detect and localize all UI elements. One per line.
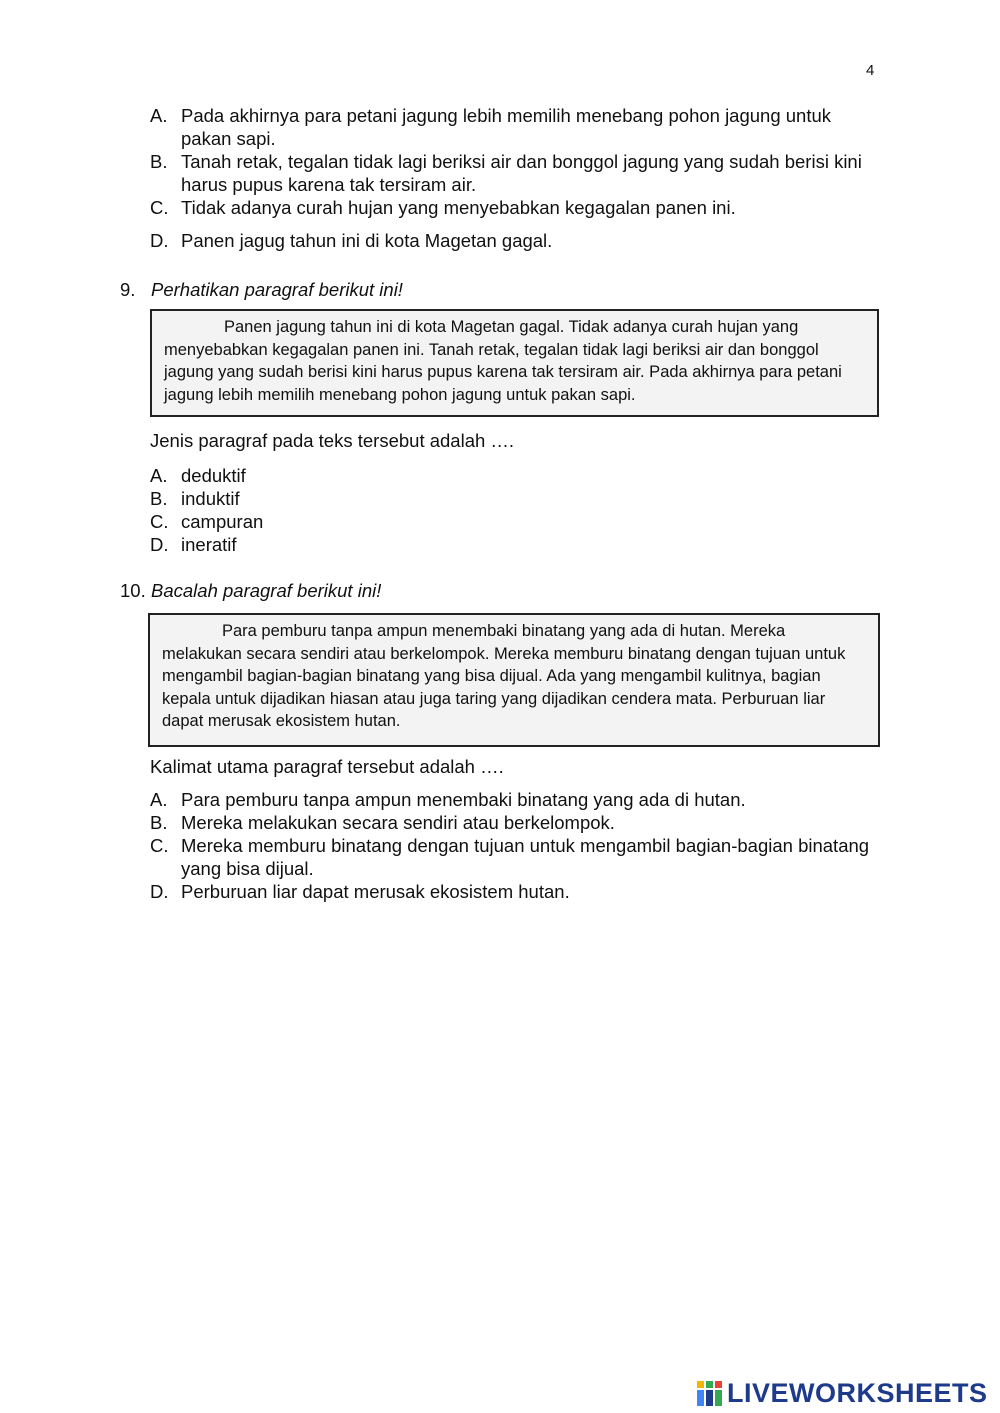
q10-option-b[interactable]: [150, 811, 870, 834]
option-text: Tanah retak, tegalan tidak lagi beriksi air dan bonggol jagung yang sudah berisi kini harus pupus karena tak tersiram air.: [181, 151, 862, 195]
option-text: ineratif: [181, 534, 237, 555]
page-number: 4: [866, 62, 875, 79]
option-letter: A.: [150, 105, 168, 126]
q9-option-d[interactable]: [150, 533, 870, 556]
option-letter: B.: [150, 151, 168, 172]
q9-option-b[interactable]: [150, 487, 870, 510]
option-text: Para pemburu tanpa ampun menembaki binatang yang ada di hutan.: [181, 789, 746, 810]
q9-question: Jenis paragraf pada teks tersebut adalah ….: [150, 430, 515, 451]
option-text: Tidak adanya curah hujan yang menyebabkan kegagalan panen ini.: [181, 197, 736, 218]
q10-options: [150, 788, 870, 903]
liveworksheets-logo-icon: [697, 1381, 723, 1407]
question-number: 10.: [120, 580, 146, 601]
q8-option-d[interactable]: [150, 229, 870, 252]
q10-header: [120, 580, 381, 602]
option-text: induktif: [181, 488, 240, 509]
option-text: Mereka melakukan secara sendiri atau berkelompok.: [181, 812, 615, 833]
q9-option-a[interactable]: [150, 464, 870, 487]
option-text: Panen jagug tahun ini di kota Magetan gagal.: [181, 230, 553, 251]
q10-option-c[interactable]: [150, 834, 870, 880]
option-text: deduktif: [181, 465, 246, 486]
q8-option-a[interactable]: [150, 104, 870, 150]
q10-passage-text: Para pemburu tanpa ampun menembaki binatang yang ada di hutan. Mereka melakukan secara sendiri atau berkelompok. Mereka memburu binatang dengan tujuan untuk mengambil bagian-bagian binatang yang bisa dijual. Ada yang mengambil kulitnya, bagian kepala untuk dijadikan hiasan atau juga taring yang dijadikan cendera mata. Perburuan liar dapat merusak ekosistem hutan.: [162, 622, 846, 730]
option-letter: B.: [150, 488, 168, 509]
q10-question: Kalimat utama paragraf tersebut adalah ….: [150, 756, 504, 777]
logo-wordmark: LIVEWORKSHEETS: [727, 1378, 988, 1408]
option-text: Pada akhirnya para petani jagung lebih memilih menebang pohon jagung untuk pakan sapi.: [181, 105, 832, 149]
option-text: campuran: [181, 511, 264, 532]
option-letter: D.: [150, 534, 169, 555]
q9-passage-text: Panen jagung tahun ini di kota Magetan gagal. Tidak adanya curah hujan yang menyebabkan kegagalan panen ini. Tanah retak, tegalan tidak lagi beriksi air dan bonggol jagung yang sudah berisi kini harus pupus karena tak tersiram air. Pada akhirnya para petani jagung lebih memilih menebang pohon jagung untuk pakan sapi.: [164, 318, 842, 404]
q9-option-c[interactable]: [150, 510, 870, 533]
option-letter: A.: [150, 789, 168, 810]
option-text: Perburuan liar dapat merusak ekosistem hutan.: [181, 881, 570, 902]
option-letter: C.: [150, 511, 169, 532]
q9-options: [150, 464, 870, 556]
q8-options: [150, 104, 870, 252]
option-letter: D.: [150, 230, 169, 251]
option-letter: C.: [150, 197, 169, 218]
option-letter: C.: [150, 835, 169, 856]
option-letter: A.: [150, 465, 168, 486]
q9-header: [120, 279, 403, 301]
option-letter: B.: [150, 812, 168, 833]
q8-option-c[interactable]: [150, 196, 870, 219]
q10-option-d[interactable]: [150, 880, 870, 903]
question-number: 9.: [120, 279, 136, 300]
question-instruction: Bacalah paragraf berikut ini!: [151, 580, 382, 601]
option-text: Mereka memburu binatang dengan tujuan untuk mengambil bagian-bagian binatang yang bisa dijual.: [181, 835, 870, 879]
q9-passage-box: [150, 309, 879, 417]
liveworksheets-logo[interactable]: [697, 1378, 988, 1409]
q10-option-a[interactable]: [150, 788, 870, 811]
question-instruction: Perhatikan paragraf berikut ini!: [151, 279, 403, 300]
q10-passage-box: [148, 613, 880, 747]
q8-option-b[interactable]: [150, 150, 870, 196]
option-letter: D.: [150, 881, 169, 902]
